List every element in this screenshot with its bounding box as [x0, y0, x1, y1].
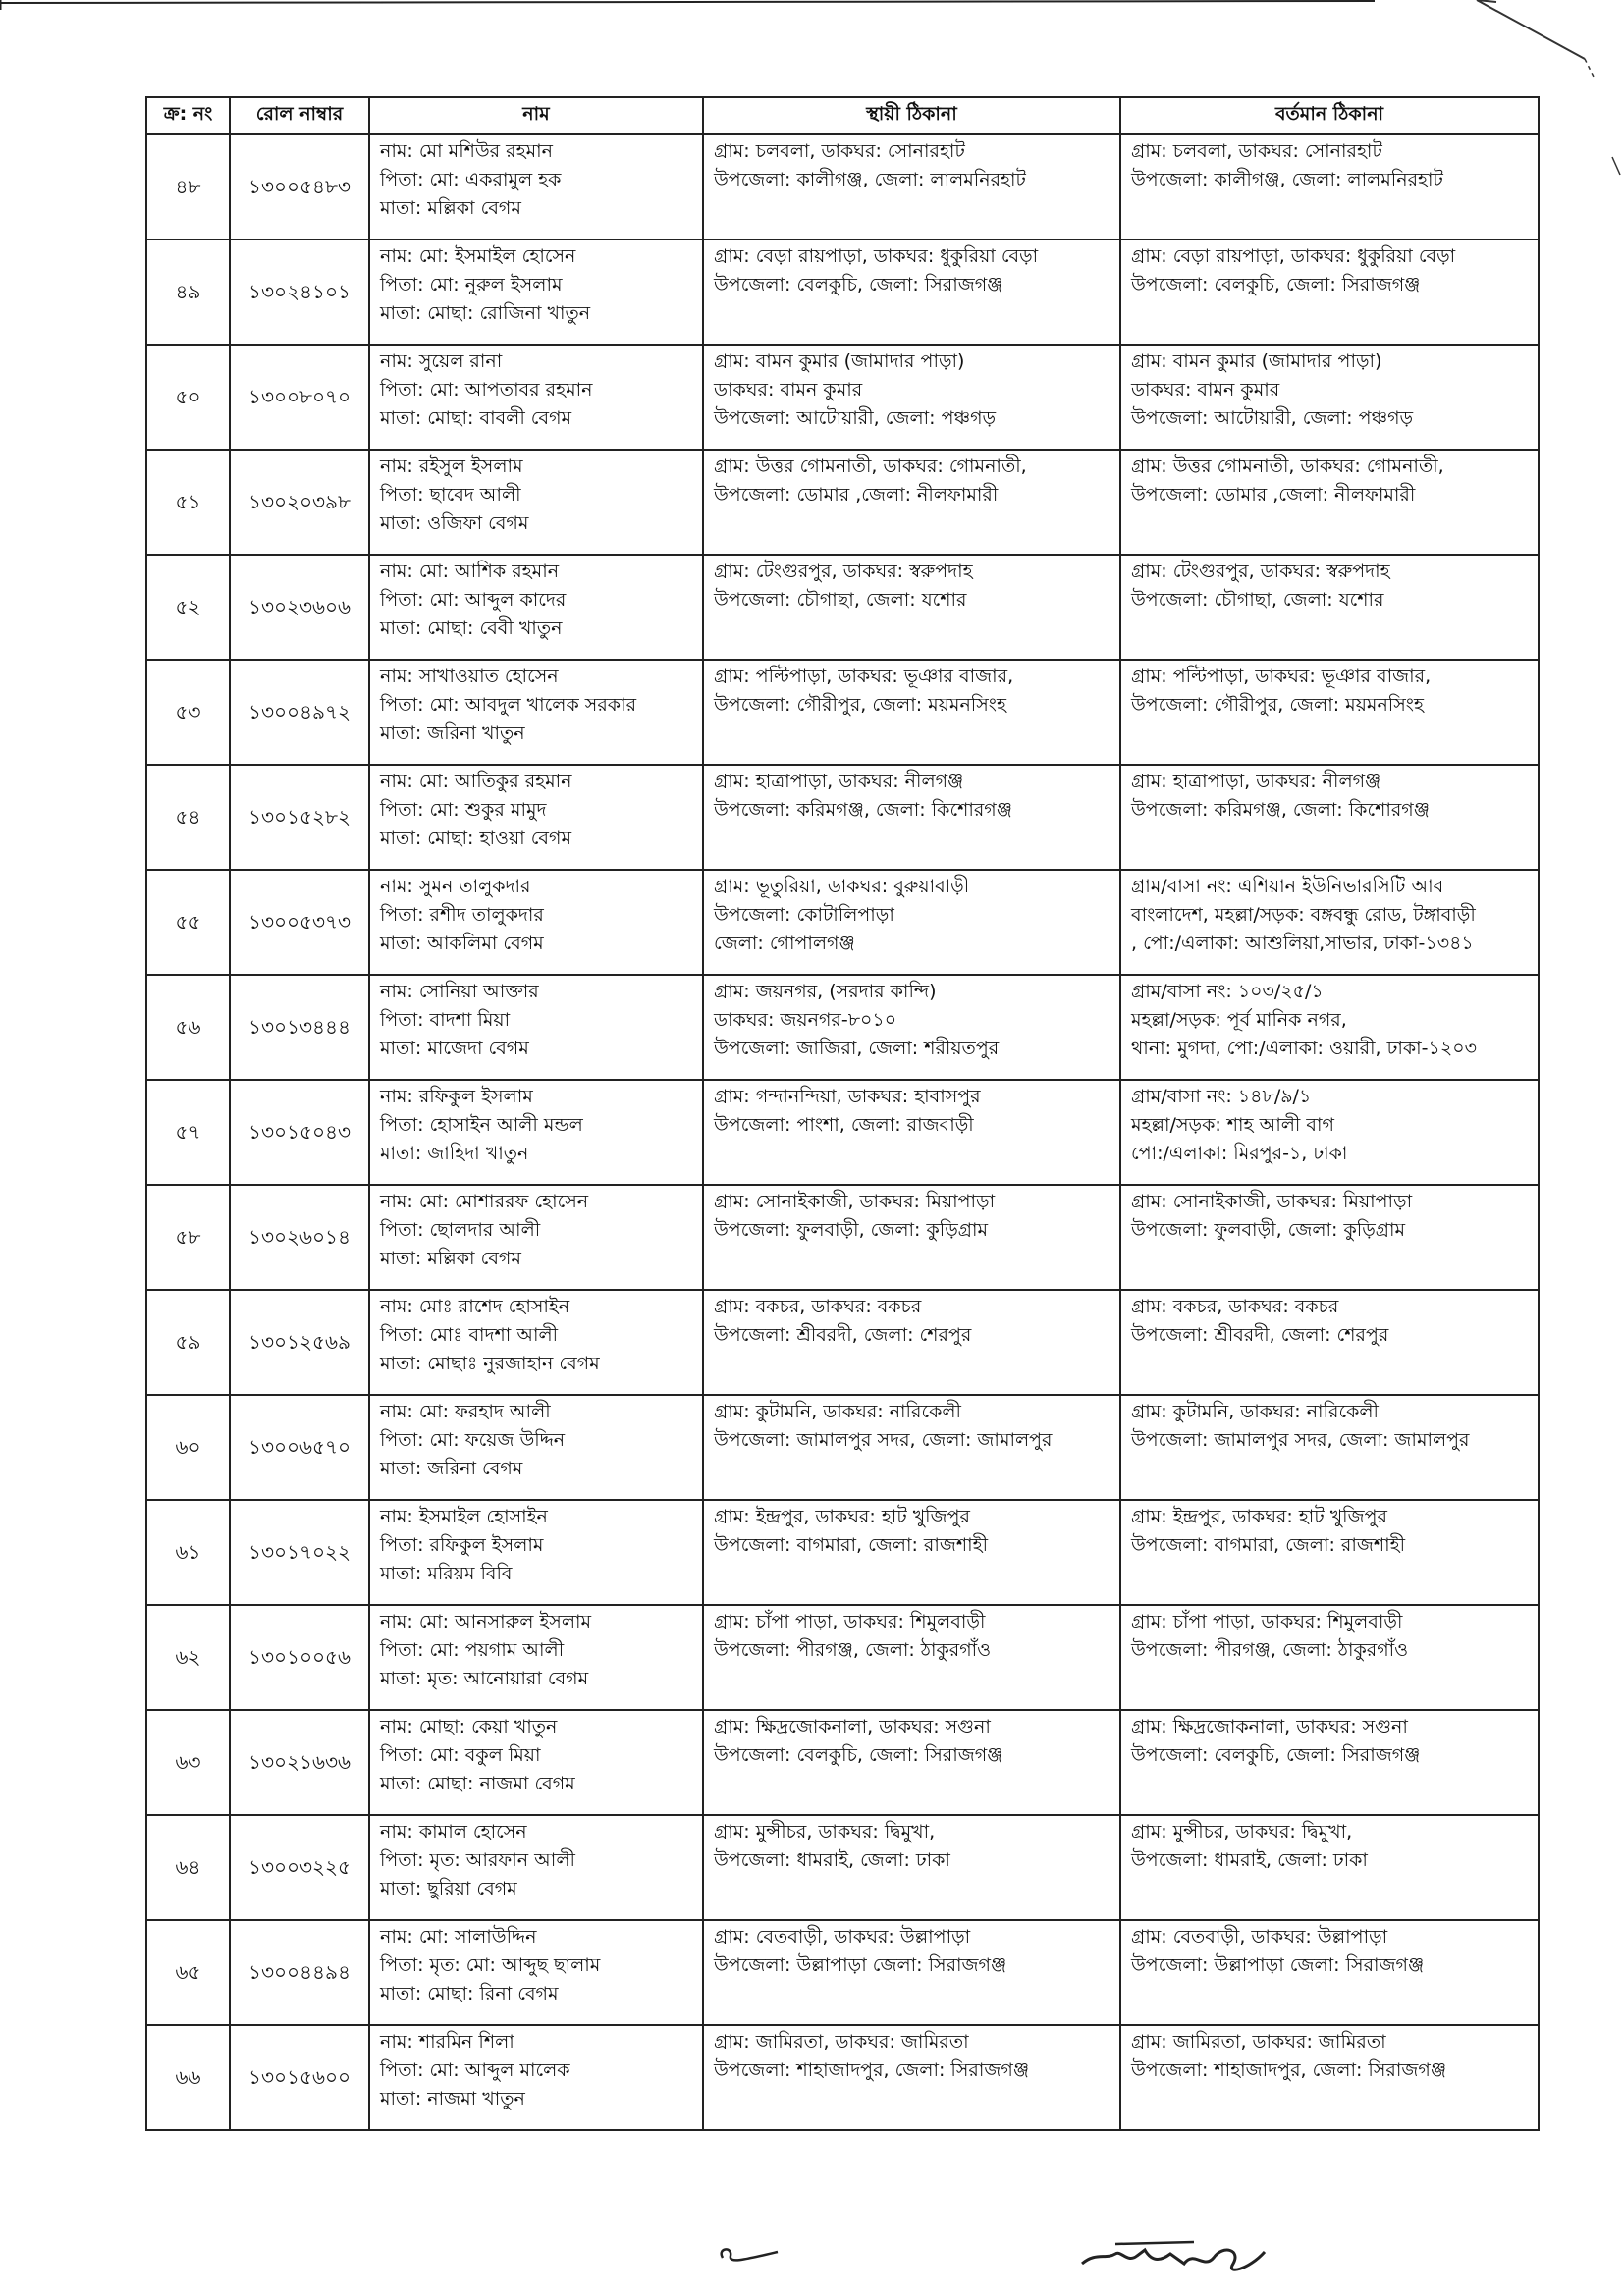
present-address-cell: [1120, 345, 1539, 450]
address-line: উপজেলা: ফুলবাড়ী, জেলা: কুড়িগ্রাম: [1131, 1219, 1406, 1241]
name-line: নাম: মো: ফরহাদ আলী: [380, 1401, 551, 1422]
name-line: পিতা: ছোলদার আলী: [380, 1219, 541, 1241]
address-line: উপজেলা: শ্রীবরদী, জেলা: শেরপুর: [714, 1324, 972, 1346]
present-address-cell: [1120, 765, 1539, 870]
name-line: মাতা: মোছা: হাওয়া বেগম: [380, 828, 572, 849]
serial-cell: ৫৯: [146, 1290, 230, 1395]
name-line: মাতা: মল্লিকা বেগম: [380, 1248, 521, 1269]
address-line: উপজেলা: জাজিরা, জেলা: শরীয়তপুর: [714, 1038, 1000, 1059]
name-line: নাম: মোঃ রাশেদ হোসাইন: [380, 1296, 570, 1317]
name-line: পিতা: মো: নুরুল ইসলাম: [380, 274, 563, 295]
serial-cell: ৫১: [146, 450, 230, 555]
address-line: গ্রাম: বকচর, ডাকঘর: বকচর: [714, 1296, 922, 1317]
address-line: উপজেলা: করিমগঞ্জ, জেলা: কিশোরগঞ্জ: [714, 799, 1012, 821]
roll-number-cell: ১৩০০৪৪৯৪: [230, 1920, 369, 2025]
name-line: নাম: সুয়েল রানা: [380, 350, 503, 372]
address-line: উপজেলা: ডোমার ,জেলা: নীলফামারী: [1131, 484, 1416, 506]
roll-number-cell: ১৩০০৮০৭০: [230, 345, 369, 450]
roll-number-cell: ১৩০১৫২৮২: [230, 765, 369, 870]
col-header-name: নাম: [369, 97, 703, 134]
name-line: মাতা: মোছা: রিনা বেগম: [380, 1983, 559, 2004]
roll-number-cell: ১৩০০৫৩৭৩: [230, 870, 369, 975]
address-line: উপজেলা: শাহাজাদপুর, জেলা: সিরাজগঞ্জ: [1131, 2059, 1447, 2081]
address-line: উপজেলা: শাহাজাদপুর, জেলা: সিরাজগঞ্জ: [714, 2059, 1030, 2081]
name-line: নাম: মো: সালাউদ্দিন: [380, 1926, 537, 1948]
initial-mark: [715, 2240, 784, 2269]
address-line: ডাকঘর: বামন কুমার: [714, 379, 863, 400]
name-line: নাম: মো মশিউর রহমান: [380, 140, 554, 162]
address-line: থানা: মুগদা, পো:/এলাকা: ওয়ারী, ঢাকা-১২০৩: [1131, 1038, 1477, 1059]
name-cell: [369, 555, 703, 660]
address-line: উপজেলা: চৌগাছা, জেলা: যশোর: [1131, 589, 1384, 611]
present-address-cell: [1120, 1185, 1539, 1290]
address-line: মহল্লা/সড়ক: শাহ আলী বাগ: [1131, 1114, 1334, 1136]
name-cell: [369, 660, 703, 765]
address-line: গ্রাম/বাসা নং: ১৪৮/৯/১: [1131, 1086, 1312, 1107]
permanent-address-cell: [703, 1080, 1120, 1185]
address-line: গ্রাম: কুটামনি, ডাকঘর: নারিকেলী: [714, 1401, 961, 1422]
name-cell: [369, 975, 703, 1080]
permanent-address-cell: [703, 1500, 1120, 1605]
roll-number-cell: ১৩০২১৬৩৬: [230, 1710, 369, 1815]
permanent-address-cell: [703, 870, 1120, 975]
present-address-cell: [1120, 1500, 1539, 1605]
name-line: মাতা: জরিনা খাতুন: [380, 722, 525, 744]
name-line: নাম: মো: আনসারুল ইসলাম: [380, 1611, 592, 1632]
name-line: মাতা: ওজিফা বেগম: [380, 512, 529, 534]
address-line: গ্রাম: সোনাইকাজী, ডাকঘর: মিয়াপাড়া: [714, 1191, 996, 1212]
name-line: পিতা: ছাবেদ আলী: [380, 484, 521, 506]
address-line: উপজেলা: শ্রীবরদী, জেলা: শেরপুর: [1131, 1324, 1389, 1346]
table-body: [146, 134, 1539, 2130]
name-line: পিতা: মো: ফয়েজ উদ্দিন: [380, 1429, 566, 1451]
address-line: গ্রাম: ক্ষিদ্রজোকনালা, ডাকঘর: সগুনা: [714, 1716, 991, 1737]
address-line: গ্রাম: পল্টিপাড়া, ডাকঘর: ভূঞার বাজার,: [714, 666, 1014, 687]
table-header-row: [146, 97, 1539, 134]
roll-number-cell: ১৩০২৩৬০৬: [230, 555, 369, 660]
scan-edge-line: [0, 0, 1624, 10]
table-row: [146, 1710, 1539, 1815]
roll-number-cell: ১৩০১৫০৪৩: [230, 1080, 369, 1185]
permanent-address-cell: [703, 1395, 1120, 1500]
name-line: পিতা: মো: আবদুল খালেক সরকার: [380, 694, 637, 716]
address-line: উপজেলা: পীরগঞ্জ, জেলা: ঠাকুরগাঁও: [1131, 1639, 1409, 1661]
name-line: নাম: কামাল হোসেন: [380, 1821, 527, 1842]
address-line: উপজেলা: বেলকুচি, জেলা: সিরাজগঞ্জ: [714, 274, 1003, 295]
serial-cell: ৬০: [146, 1395, 230, 1500]
permanent-address-cell: [703, 765, 1120, 870]
candidate-table: [145, 96, 1540, 2131]
name-line: পিতা: মো: একরামুল হক: [380, 169, 562, 190]
serial-cell: ৬৩: [146, 1710, 230, 1815]
table-row: [146, 1500, 1539, 1605]
address-line: উপজেলা: বেলকুচি, জেলা: সিরাজগঞ্জ: [1131, 1744, 1421, 1766]
permanent-address-cell: [703, 345, 1120, 450]
roll-number-cell: ১৩০১০০৫৬: [230, 1605, 369, 1710]
permanent-address-cell: [703, 1185, 1120, 1290]
roll-number-cell: ১৩০১২৫৬৯: [230, 1290, 369, 1395]
table-row: [146, 1605, 1539, 1710]
address-line: গ্রাম: জামিরতা, ডাকঘর: জামিরতা: [714, 2031, 969, 2053]
address-line: উপজেলা: কোটালিপাড়া: [714, 904, 894, 926]
name-line: পিতা: মৃত: মো: আব্দুছ ছালাম: [380, 1954, 601, 1976]
permanent-address-cell: [703, 975, 1120, 1080]
address-line: গ্রাম: বামন কুমার (জামাদার পাড়া): [1131, 350, 1382, 372]
address-line: গ্রাম: বেড়া রায়পাড়া, ডাকঘর: ধুকুরিয়া বেড়া: [714, 245, 1039, 267]
address-line: গ্রাম: উত্তর গোমনাতী, ডাকঘর: গোমনাতী,: [714, 455, 1027, 477]
name-line: পিতা: বাদশা মিয়া: [380, 1009, 511, 1031]
address-line: উপজেলা: উল্লাপাড়া জেলা: সিরাজগঞ্জ: [714, 1954, 1007, 1976]
address-line: গ্রাম: জয়নগর, (সরদার কান্দি): [714, 981, 937, 1002]
roll-number-cell: ১৩০২৪১০১: [230, 240, 369, 345]
address-line: গ্রাম: ক্ষিদ্রজোকনালা, ডাকঘর: সগুনা: [1131, 1716, 1408, 1737]
present-address-cell: [1120, 660, 1539, 765]
address-line: উপজেলা: ফুলবাড়ী, জেলা: কুড়িগ্রাম: [714, 1219, 989, 1241]
table-row: [146, 2025, 1539, 2130]
address-line: গ্রাম: বেতবাড়ী, ডাকঘর: উল্লাপাড়া: [714, 1926, 971, 1948]
name-line: পিতা: রশীদ তালুকদার: [380, 904, 544, 926]
roll-number-cell: ১৩০০৩২২৫: [230, 1815, 369, 1920]
present-address-cell: [1120, 1815, 1539, 1920]
name-line: মাতা: মরিয়ম বিবি: [380, 1563, 513, 1584]
address-line: গ্রাম: চাঁপা পাড়া, ডাকঘর: শিমুলবাড়ী: [714, 1611, 986, 1632]
address-line: পো:/এলাকা: মিরপুর-১, ঢাকা: [1131, 1143, 1348, 1164]
present-address-cell: [1120, 870, 1539, 975]
address-line: ডাকঘর: বামন কুমার: [1131, 379, 1280, 400]
address-line: উপজেলা: জামালপুর সদর, জেলা: জামালপুর: [1131, 1429, 1470, 1451]
permanent-address-cell: [703, 1815, 1120, 1920]
name-line: পিতা: মো: বকুল মিয়া: [380, 1744, 541, 1766]
address-line: গ্রাম: কুটামনি, ডাকঘর: নারিকেলী: [1131, 1401, 1379, 1422]
name-line: পিতা: মৃত: আরফান আলী: [380, 1849, 575, 1871]
name-line: নাম: রইসুল ইসলাম: [380, 455, 523, 477]
address-line: গ্রাম: হাত্রাপাড়া, ডাকঘর: নীলগঞ্জ: [714, 771, 964, 792]
name-cell: [369, 765, 703, 870]
address-line: গ্রাম: উত্তর গোমনাতী, ডাকঘর: গোমনাতী,: [1131, 455, 1444, 477]
name-line: নাম: সাখাওয়াত হোসেন: [380, 666, 559, 687]
address-line: উপজেলা: চৌগাছা, জেলা: যশোর: [714, 589, 967, 611]
serial-cell: ৪৯: [146, 240, 230, 345]
address-line: গ্রাম: ইন্দ্রপুর, ডাকঘর: হাট খুজিপুর: [714, 1506, 970, 1527]
table-row: [146, 975, 1539, 1080]
present-address-cell: [1120, 1395, 1539, 1500]
address-line: গ্রাম: হাত্রাপাড়া, ডাকঘর: নীলগঞ্জ: [1131, 771, 1381, 792]
name-line: মাতা: জরিনা বেগম: [380, 1458, 523, 1479]
address-line: উপজেলা: গৌরীপুর, জেলা: ময়মনসিংহ: [714, 694, 1006, 716]
name-cell: [369, 1080, 703, 1185]
name-cell: [369, 450, 703, 555]
name-line: নাম: সুমন তালুকদার: [380, 876, 531, 897]
name-line: মাতা: মোছা: বেবী খাতুন: [380, 617, 563, 639]
table-row: [146, 1815, 1539, 1920]
address-line: গ্রাম: সোনাইকাজী, ডাকঘর: মিয়াপাড়া: [1131, 1191, 1413, 1212]
address-line: উপজেলা: পীরগঞ্জ, জেলা: ঠাকুরগাঁও: [714, 1639, 992, 1661]
address-line: উপজেলা: বেলকুচি, জেলা: সিরাজগঞ্জ: [1131, 274, 1421, 295]
permanent-address-cell: [703, 1710, 1120, 1815]
table-row: [146, 660, 1539, 765]
table-row: [146, 765, 1539, 870]
name-line: পিতা: মো: আব্দুল মালেক: [380, 2059, 570, 2081]
roll-number-cell: ১৩০১৩৪৪৪: [230, 975, 369, 1080]
permanent-address-cell: [703, 450, 1120, 555]
table-row: [146, 1290, 1539, 1395]
address-line: উপজেলা: আটোয়ারী, জেলা: পঞ্চগড়: [1131, 407, 1414, 429]
roll-number-cell: ১৩০০৪৯৭২: [230, 660, 369, 765]
present-address-cell: [1120, 1920, 1539, 2025]
serial-cell: ৫২: [146, 555, 230, 660]
serial-cell: ৫৪: [146, 765, 230, 870]
col-header-roll: রোল নাম্বার: [230, 97, 369, 134]
present-address-cell: [1120, 1605, 1539, 1710]
roll-number-cell: ১৩০০৫৪৮৩: [230, 134, 369, 240]
serial-cell: ৫৬: [146, 975, 230, 1080]
address-line: উপজেলা: ধামরাই, জেলা: ঢাকা: [1131, 1849, 1368, 1871]
name-line: নাম: রফিকুল ইসলাম: [380, 1086, 533, 1107]
name-line: নাম: মো: ইসমাইল হোসেন: [380, 245, 576, 267]
name-line: মাতা: মোছা: নাজমা বেগম: [380, 1773, 575, 1794]
present-address-cell: [1120, 450, 1539, 555]
address-line: গ্রাম: পল্টিপাড়া, ডাকঘর: ভূঞার বাজার,: [1131, 666, 1432, 687]
address-line: উপজেলা: ডোমার ,জেলা: নীলফামারী: [714, 484, 999, 506]
address-line: উপজেলা: উল্লাপাড়া জেলা: সিরাজগঞ্জ: [1131, 1954, 1425, 1976]
name-line: মাতা: আকলিমা বেগম: [380, 933, 544, 954]
serial-cell: ৪৮: [146, 134, 230, 240]
name-line: মাতা: মোছাঃ নুরজাহান বেগম: [380, 1353, 600, 1374]
table-row: [146, 1185, 1539, 1290]
address-line: গ্রাম: মুন্সীচর, ডাকঘর: দ্বিমুখা,: [1131, 1821, 1353, 1842]
present-address-cell: [1120, 1080, 1539, 1185]
roll-number-cell: ১৩০০৬৫৭০: [230, 1395, 369, 1500]
serial-cell: ৬৫: [146, 1920, 230, 2025]
name-line: মাতা: মাজেদা বেগম: [380, 1038, 529, 1059]
address-line: গ্রাম: টেংগুরপুর, ডাকঘর: স্বরুপদাহ: [1131, 561, 1390, 582]
address-line: উপজেলা: বেলকুচি, জেলা: সিরাজগঞ্জ: [714, 1744, 1003, 1766]
address-line: উপজেলা: করিমগঞ্জ, জেলা: কিশোরগঞ্জ: [1131, 799, 1430, 821]
permanent-address-cell: [703, 240, 1120, 345]
address-line: উপজেলা: ধামরাই, জেলা: ঢাকা: [714, 1849, 950, 1871]
name-line: নাম: মো: আতিকুর রহমান: [380, 771, 572, 792]
present-address-cell: [1120, 134, 1539, 240]
roll-number-cell: ১৩০১৭০২২: [230, 1500, 369, 1605]
roll-number-cell: ১৩০২৬০১৪: [230, 1185, 369, 1290]
name-line: মাতা: মল্লিকা বেগম: [380, 197, 521, 219]
name-line: মাতা: জাহিদা খাতুন: [380, 1143, 529, 1164]
serial-cell: ৬২: [146, 1605, 230, 1710]
roll-number-cell: ১৩০২০৩৯৮: [230, 450, 369, 555]
table-row: [146, 240, 1539, 345]
address-line: গ্রাম: চাঁপা পাড়া, ডাকঘর: শিমুলবাড়ী: [1131, 1611, 1403, 1632]
col-header-permanent-address: স্থায়ী ঠিকানা: [703, 97, 1120, 134]
name-line: পিতা: মো: আব্দুল কাদের: [380, 589, 567, 611]
address-line: গ্রাম/বাসা নং: এশিয়ান ইউনিভারসিটি আব: [1131, 876, 1444, 897]
table-row: [146, 1920, 1539, 2025]
name-cell: [369, 1605, 703, 1710]
address-line: ডাকঘর: জয়নগর-৮০১০: [714, 1009, 897, 1031]
table-row: [146, 870, 1539, 975]
permanent-address-cell: [703, 1920, 1120, 2025]
name-cell: [369, 2025, 703, 2130]
serial-cell: ৫৮: [146, 1185, 230, 1290]
name-line: পিতা: রফিকুল ইসলাম: [380, 1534, 544, 1556]
present-address-cell: [1120, 240, 1539, 345]
signature: [1076, 2230, 1272, 2285]
serial-cell: ৬১: [146, 1500, 230, 1605]
present-address-cell: [1120, 555, 1539, 660]
name-line: মাতা: নাজমা খাতুন: [380, 2088, 525, 2109]
address-line: গ্রাম: ইন্দ্রপুর, ডাকঘর: হাট খুজিপুর: [1131, 1506, 1387, 1527]
name-line: মাতা: মোছা: বাবলী বেগম: [380, 407, 572, 429]
serial-cell: ৫৫: [146, 870, 230, 975]
permanent-address-cell: [703, 660, 1120, 765]
serial-cell: ৫৭: [146, 1080, 230, 1185]
name-cell: [369, 240, 703, 345]
name-line: মাতা: ছুরিয়া বেগম: [380, 1878, 517, 1899]
name-cell: [369, 1290, 703, 1395]
address-line: গ্রাম: বামন কুমার (জামাদার পাড়া): [714, 350, 965, 372]
permanent-address-cell: [703, 134, 1120, 240]
address-line: উপজেলা: গৌরীপুর, জেলা: ময়মনসিংহ: [1131, 694, 1424, 716]
name-cell: [369, 1185, 703, 1290]
address-line: গ্রাম/বাসা নং: ১০৩/২৫/১: [1131, 981, 1324, 1002]
col-header-serial: ক্র: নং: [146, 97, 230, 134]
name-line: মাতা: মৃত: আনোয়ারা বেগম: [380, 1668, 589, 1689]
roll-number-cell: ১৩০১৫৬০০: [230, 2025, 369, 2130]
permanent-address-cell: [703, 1605, 1120, 1710]
name-line: পিতা: মো: পয়গাম আলী: [380, 1639, 565, 1661]
address-line: , পো:/এলাকা: আশুলিয়া,সাভার, ঢাকা-১৩৪১: [1131, 933, 1474, 954]
name-line: নাম: শারমিন শিলা: [380, 2031, 514, 2053]
name-cell: [369, 1395, 703, 1500]
name-line: নাম: সোনিয়া আক্তার: [380, 981, 539, 1002]
address-line: উপজেলা: কালীগঞ্জ, জেলা: লালমনিরহাট: [714, 169, 1026, 190]
name-line: পিতা: মো: শুকুর মামুদ: [380, 799, 547, 821]
name-line: পিতা: মো: আপতাবর রহমান: [380, 379, 593, 400]
present-address-cell: [1120, 1710, 1539, 1815]
name-cell: [369, 345, 703, 450]
serial-cell: ৬৪: [146, 1815, 230, 1920]
name-line: পিতা: হোসাইন আলী মন্ডল: [380, 1114, 583, 1136]
name-line: পিতা: মোঃ বাদশা আলী: [380, 1324, 559, 1346]
name-line: নাম: ইসমাইল হোসাইন: [380, 1506, 548, 1527]
table-row: [146, 555, 1539, 660]
address-line: গ্রাম: টেংগুরপুর, ডাকঘর: স্বরুপদাহ: [714, 561, 973, 582]
present-address-cell: [1120, 1290, 1539, 1395]
table-row: [146, 1395, 1539, 1500]
name-line: নাম: মোছা: কেয়া খাতুন: [380, 1716, 558, 1737]
name-line: মাতা: মোছা: রোজিনা খাতুন: [380, 302, 591, 324]
address-line: উপজেলা: কালীগঞ্জ, জেলা: লালমনিরহাট: [1131, 169, 1443, 190]
table-row: [146, 134, 1539, 240]
address-line: গ্রাম: মুন্সীচর, ডাকঘর: দ্বিমুখা,: [714, 1821, 936, 1842]
name-cell: [369, 134, 703, 240]
address-line: গ্রাম: জামিরতা, ডাকঘর: জামিরতা: [1131, 2031, 1386, 2053]
present-address-cell: [1120, 2025, 1539, 2130]
address-line: উপজেলা: পাংশা, জেলা: রাজবাড়ী: [714, 1114, 974, 1136]
address-line: গ্রাম: গন্দানন্দিয়া, ডাকঘর: হাবাসপুর: [714, 1086, 981, 1107]
address-line: বাংলাদেশ, মহল্লা/সড়ক: বঙ্গবন্ধু রোড, টঙ্গাবাড়ী: [1131, 904, 1476, 926]
address-line: উপজেলা: বাগমারা, জেলা: রাজশাহী: [714, 1534, 989, 1556]
address-line: মহল্লা/সড়ক: পূর্ব মানিক নগর,: [1131, 1009, 1347, 1031]
address-line: গ্রাম: বেতবাড়ী, ডাকঘর: উল্লাপাড়া: [1131, 1926, 1388, 1948]
permanent-address-cell: [703, 1290, 1120, 1395]
address-line: উপজেলা: আটোয়ারী, জেলা: পঞ্চগড়: [714, 407, 997, 429]
name-cell: [369, 1710, 703, 1815]
name-cell: [369, 870, 703, 975]
address-line: উপজেলা: বাগমারা, জেলা: রাজশাহী: [1131, 1534, 1406, 1556]
address-line: উপজেলা: জামালপুর সদর, জেলা: জামালপুর: [714, 1429, 1053, 1451]
name-line: নাম: মো: মোশাররফ হোসেন: [380, 1191, 589, 1212]
address-line: গ্রাম: চলবলা, ডাকঘর: সোনারহাট: [1131, 140, 1382, 162]
present-address-cell: [1120, 975, 1539, 1080]
address-line: গ্রাম: বেড়া রায়পাড়া, ডাকঘর: ধুকুরিয়া বেড়া: [1131, 245, 1456, 267]
name-cell: [369, 1815, 703, 1920]
serial-cell: ৬৬: [146, 2025, 230, 2130]
address-line: গ্রাম: চলবলা, ডাকঘর: সোনারহাট: [714, 140, 965, 162]
address-line: গ্রাম: বকচর, ডাকঘর: বকচর: [1131, 1296, 1339, 1317]
serial-cell: ৫০: [146, 345, 230, 450]
name-cell: [369, 1500, 703, 1605]
permanent-address-cell: [703, 555, 1120, 660]
col-header-present-address: বর্তমান ঠিকানা: [1120, 97, 1539, 134]
name-cell: [369, 1920, 703, 2025]
serial-cell: ৫৩: [146, 660, 230, 765]
table-row: [146, 450, 1539, 555]
address-line: গ্রাম: ভূতুরিয়া, ডাকঘর: বুরুয়াবাড়ী: [714, 876, 970, 897]
permanent-address-cell: [703, 2025, 1120, 2130]
name-line: নাম: মো: আশিক রহমান: [380, 561, 560, 582]
table-row: [146, 1080, 1539, 1185]
address-line: জেলা: গোপালগঞ্জ: [714, 933, 855, 954]
table-row: [146, 345, 1539, 450]
